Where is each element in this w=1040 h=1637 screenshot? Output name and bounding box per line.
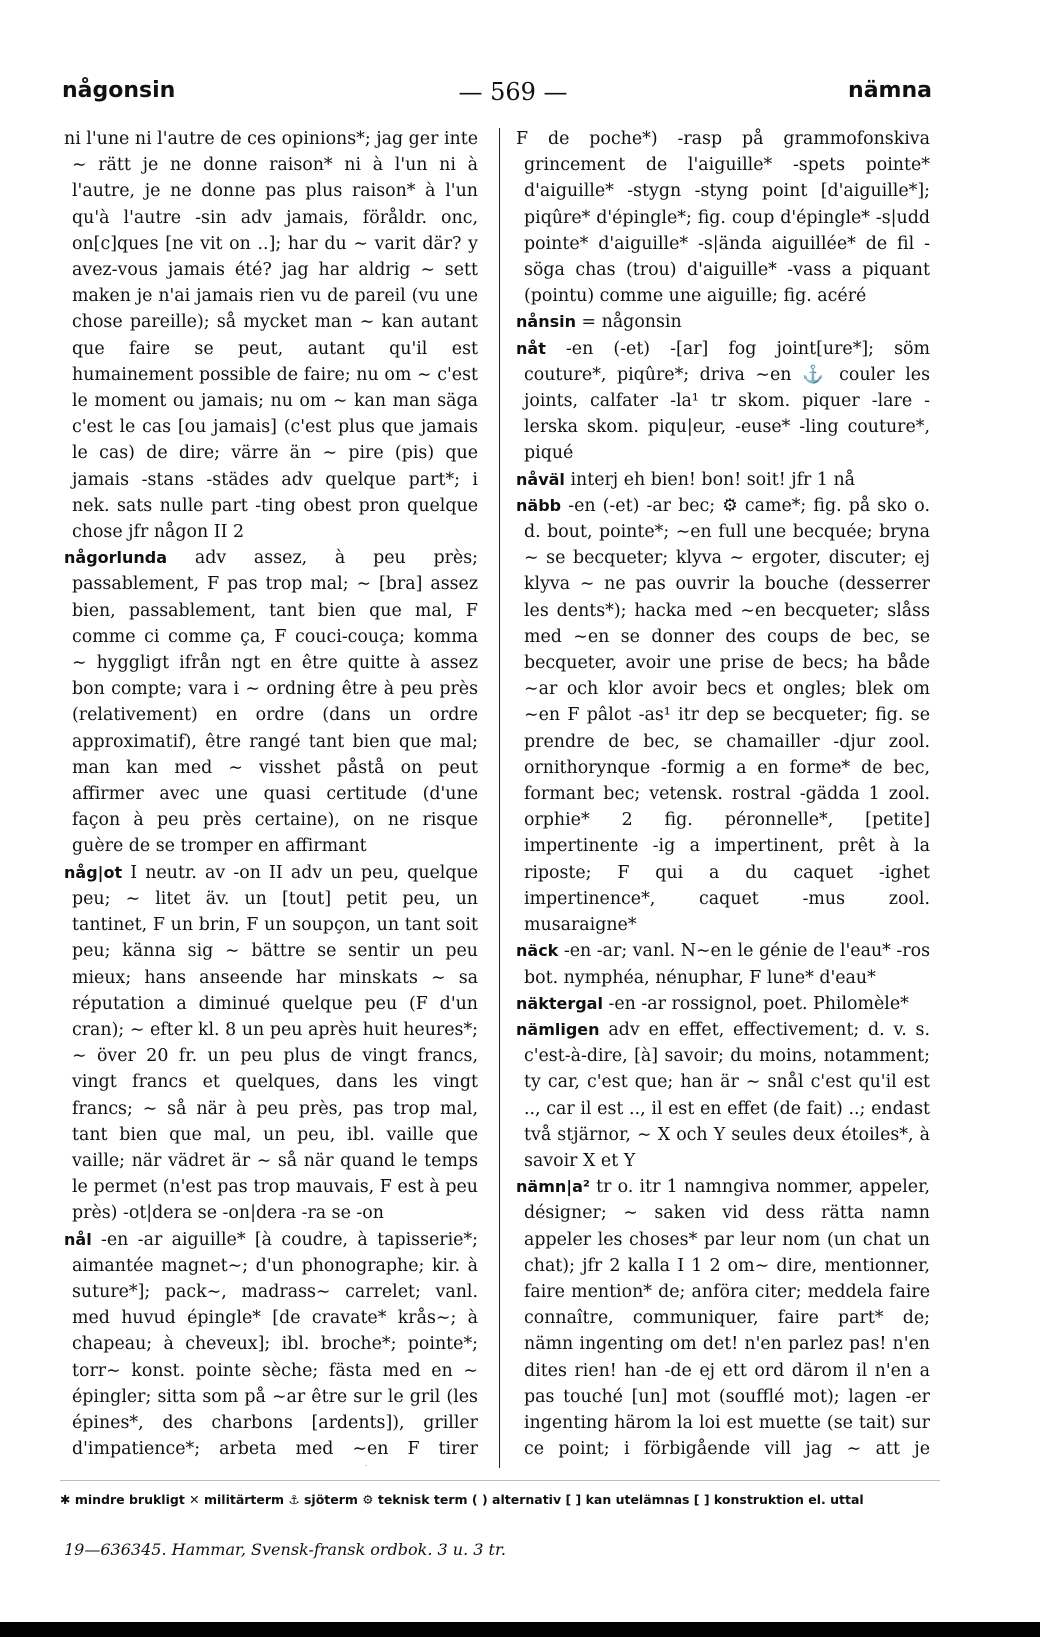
headword: någ|ot xyxy=(64,862,123,882)
entry-text: -en -ar aiguille* [à coudre, à tapisserie*; aimantée magnet∼; d'un phonographe; kir. à suture*]; pack∼, madrass∼ carrelet; vanl. med huvud épingle* [de cravate* krås∼; à chapeau; à cheveux]; ibl. broche*; pointe*; torr∼ konst. pointe sèche; fästa med en ∼ épingler; sitta som på ∼ar être sur le gril (les épines*, des charbons [ardents]), griller d'impatience*; arbeta med ∼en F tirer xyxy=(72,1229,478,1460)
dictionary-entry xyxy=(516,336,930,467)
dictionary-entry xyxy=(516,991,930,1017)
running-head-left: någonsin xyxy=(62,78,176,103)
scan-border xyxy=(0,1622,1040,1637)
headword: nämligen xyxy=(516,1019,600,1039)
column-divider xyxy=(499,128,500,1468)
dictionary-entry xyxy=(516,1017,930,1174)
entry-text: = någonsin xyxy=(581,312,682,333)
entry-text: -en (-et) -[ar] fog joint[ure*]; söm couture*, piqûre*; driva ∼en ⚓ couler les joints, calfater -la¹ tr skom. piquer -lare -lerska skom. piqu|eur, -euse* -ling couture*, piqué xyxy=(524,338,930,464)
headword: någorlunda xyxy=(64,548,168,568)
page-number: — 569 — xyxy=(458,78,568,106)
headword: näck xyxy=(516,941,559,961)
dictionary-entry xyxy=(516,938,930,990)
entry-text: adv assez, à peu près; passablement, F pas trop mal; ∼ [bra] assez bien, passablement, tant bien que mal, F comme ci comme ça, F couci-couça; komma ∼ hyggligt ifrån ngt en être quitte à assez bon compte; vara i ∼ ordning être à peu près (relativement) en ordre (dans un ordre approximatif), être rangé tant bien que mal; man kan med ∼ visshet påstå on peut affirmer avec une quasi certitude (d'une façon à peu près certaine), on ne risque guère de se tromper en affirmant xyxy=(72,548,478,857)
entry-text: F de poche*) -rasp på grammofonskiva grincement de l'aiguille* -spets pointe* d'aiguille* -stygn -styng point [d'aiguille*]; piqûre* d'épingle*; fig. coup d'épingle* -s|udd pointe* d'aiguille* -s|ända aiguillée* de fil -söga chas (trou) d'aiguille* -vass a piquant (pointu) comme une aiguille; fig. acéré xyxy=(516,129,930,307)
entry-text: I neutr. av -on II adv un peu, quelque peu; ∼ litet äv. un [tout] petit peu, un tantinet, F un brin, F un soupçon, un tant soit peu; känna sig ∼ bättre se sentir un peu mieux; hans anseende har minskats ∼ sa réputation a diminué quelque peu (F d'un cran); ∼ efter kl. 8 un peu après huit heures*; ∼ över 20 fr. un peu plus de vingt francs, vingt francs et quelques, dans les vingt francs; ∼ så när à peu près, pas trop mal, tant bien que mal, un peu, ibl. vaille que vaille; när vädret är ∼ så när quand le temps le permet (n'est pas trop mauvais, F est à peu près) -ot|dera se -on|dera -ra se -on xyxy=(72,862,478,1224)
printer-line: 19—636345. Hammar, Svensk-fransk ordbok. 3 u. 3 tr. xyxy=(64,1540,506,1559)
headword: nåt xyxy=(516,338,546,358)
headword: nämn|a² xyxy=(516,1177,590,1197)
dictionary-entry xyxy=(64,860,478,1227)
headword: näktergal xyxy=(516,993,603,1013)
dictionary-entry xyxy=(516,1174,930,1466)
dictionary-entry xyxy=(516,309,930,335)
dictionary-entry xyxy=(516,467,930,493)
headword: nånsin xyxy=(516,312,576,332)
headword: nål xyxy=(64,1229,92,1249)
entry-text: adv en effet, effectivement; d. v. s. c'est-à-dire, [à] savoir; du moins, notamment; ty car, c'est que; han är ∼ snål c'est qu'il est .., car il est .., il est en effet (de fait) ..; endast två stjärnor, ∼ X och Y seules deux étoiles*, à savoir X et Y xyxy=(524,1019,930,1171)
entry-text: -en (-et) -ar bec; ⚙ came*; fig. på sko o. d. bout, pointe*; ∼en full une becquée; bryna ∼ se becqueter; klyva ∼ ergoter, discuter; ej klyva ∼ ne pas ouvrir la bouche (desserrer les dents*); hacka med ∼en becqueter; slåss med ∼en se donner des coups de bec, se becqueter, avoir une prise de becs; ha både ∼ar och klor avoir becs et ongles; blek om ∼en F pâlot -as¹ itr dep se becqueter; fig. se prendre de bec, se chamailler -djur zool. ornithorynque -formig a en forme* de bec, formant bec; vetensk. rostral -gädda 1 zool. orphie* 2 fig. péronnelle*, [petite] impertinente -ig a impertinent, prêt à la riposte; F qui a du caquet -ighet impertinence*, caquet -mus zool. musaraigne* xyxy=(524,495,930,936)
headword: näbb xyxy=(516,495,562,515)
entry-text: -en -ar; vanl. N∼en le génie de l'eau* -ros bot. nymphéa, nénuphar, F lune* d'eau* xyxy=(524,941,930,988)
entry-text: interj eh bien! bon! soit! jfr 1 nå xyxy=(570,469,856,490)
entry-text: -en -ar rossignol, poet. Philomèle* xyxy=(608,993,909,1014)
running-head-right: nämna xyxy=(848,78,932,103)
dictionary-entry xyxy=(64,126,478,545)
dictionary-entry xyxy=(516,126,930,309)
entry-text: ni l'une ni l'autre de ces opinions*; jag ger inte ∼ rätt je ne donne raison* ni à l'un ni à l'autre, je ne donne pas plus raison* à l'un qu'à l'autre -sin adv jamais, föråldr. onc, on[c]ques [ne vit on ..]; har du ∼ varit där? y avez-vous jamais été? jag har aldrig ∼ sett maken je n'ai jamais rien vu de pareil (vu une chose pareille); så mycket man ∼ kan autant que faire se peut, autant qu'il est humainement possible de faire; nu om ∼ c'est le moment ou jamais; nu om ∼ kan man säga c'est le cas [ou jamais] (c'est plus que jamais le cas) de dire; värre än ∼ pire (pis) que jamais -stans -städes adv quelque part*; i nek. sats nulle part -ting obest pron quelque chose jfr någon II 2 xyxy=(64,129,478,543)
dictionary-entry xyxy=(64,545,478,859)
abbreviation-legend: ✱ mindre brukligt ✕ militärterm ⚓ sjöterm ⚙ teknisk term ( ) alternativ [ ] kan utelämnas [ ] konstruktion el. uttal xyxy=(60,1492,864,1507)
right-column xyxy=(516,126,930,1466)
entry-text: tr o. itr 1 namngiva nommer, appeler, désigner; ∼ saken vid dess rätta namn appeler les choses* par leur nom (un chat un chat); jfr 2 kalla I 1 2 om∼ dire, mentionner, faire mention* de; anföra citer; meddela faire connaître, communiquer, faire part* de; nämn ingenting om det! n'en parlez pas! n'en dites rien! han -de ej ett ord därom il n'en a pas touché [un] mot (soufflé mot); lagen -er ingenting härom la loi est muette (se tait) sur ce point; i förbigående vill jag ∼ att je xyxy=(524,1177,930,1460)
headword: nåväl xyxy=(516,469,565,489)
dictionary-entry xyxy=(64,1227,478,1466)
left-column xyxy=(64,126,478,1466)
footnote-divider xyxy=(60,1480,940,1481)
dictionary-entry xyxy=(516,493,930,938)
